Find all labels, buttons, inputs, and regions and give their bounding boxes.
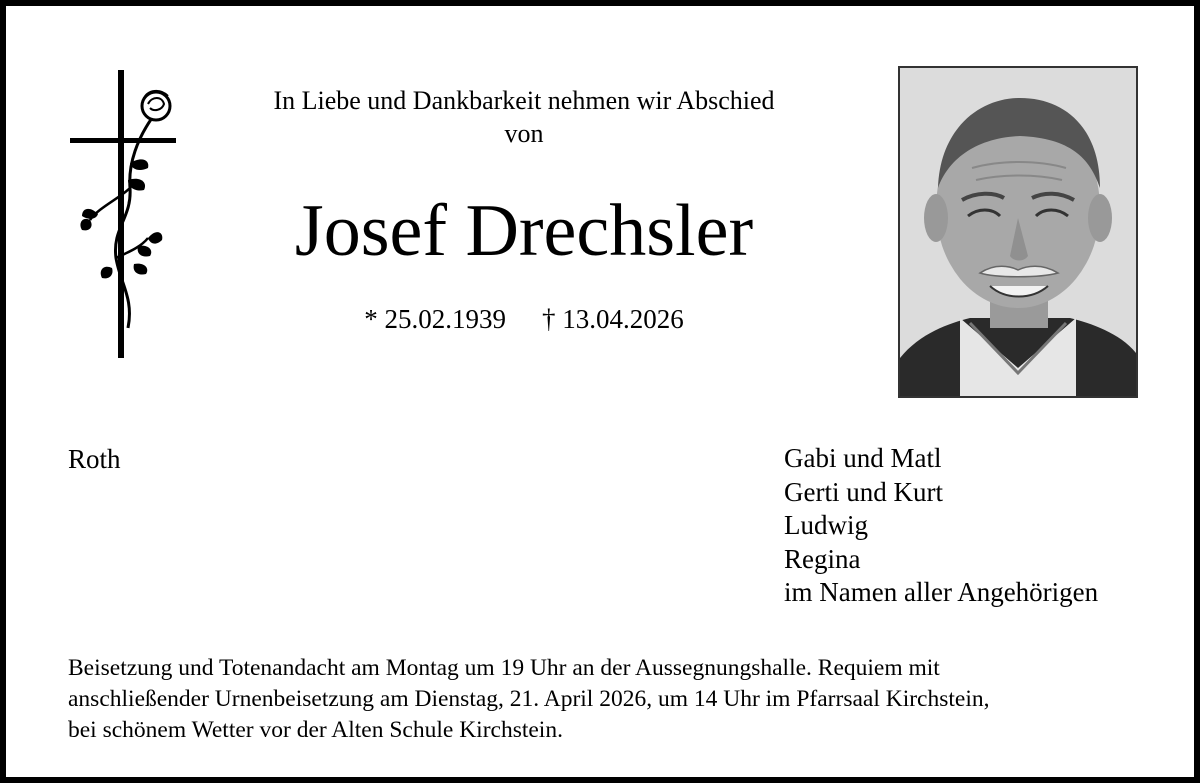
mourner-line: Regina bbox=[784, 543, 861, 574]
notice-line: anschließender Urnenbeisetzung am Dienstag, 21. April 2026, um 14 Uhr im Pfarrsaal Kirchstein, bbox=[68, 686, 990, 712]
portrait-photo bbox=[898, 66, 1138, 398]
mourner-line: Gabi und Matl bbox=[784, 443, 942, 473]
cross-with-rose-icon bbox=[68, 68, 180, 360]
intro-line: In Liebe und Dankbarkeit nehmen wir Abschied bbox=[273, 86, 775, 115]
birth-date: * 25.02.1939 bbox=[364, 304, 506, 334]
mourner-line: im Namen aller Angehörigen bbox=[784, 577, 1099, 608]
deceased-name: Josef Drechsler bbox=[294, 190, 754, 272]
intro-line-von: von bbox=[504, 119, 544, 148]
death-date: † 13.04.2026 bbox=[542, 304, 684, 334]
mourners-list bbox=[784, 442, 1098, 610]
notice-line: Beisetzung und Totenandacht am Montag um 19 Uhr an der Aussegnungshalle. Requiem mit bbox=[68, 655, 940, 681]
funeral-notice bbox=[68, 653, 1178, 746]
notice-line: bei schönem Wetter vor der Alten Schule Kirchstein. bbox=[68, 717, 563, 743]
mourner-line: Gerti und Kurt bbox=[784, 476, 943, 507]
mourner-line: Ludwig bbox=[784, 510, 868, 541]
place-name: Roth bbox=[68, 444, 121, 474]
life-dates bbox=[206, 302, 842, 336]
